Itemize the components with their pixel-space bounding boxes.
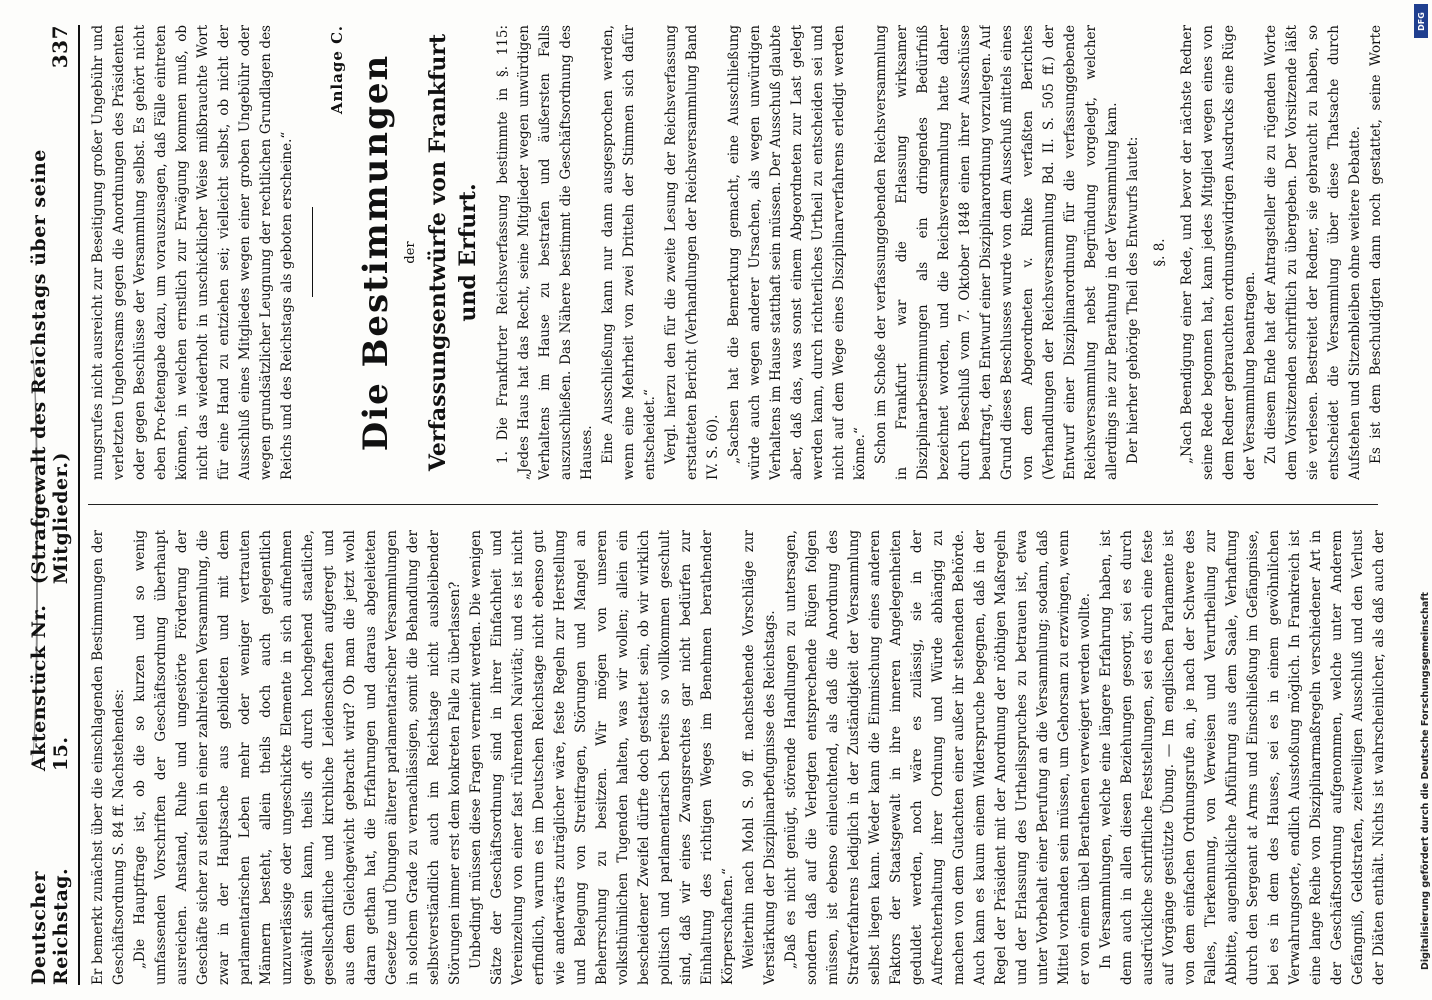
header-left: Deutscher Reichstag. [28, 867, 72, 985]
credit-text: Digitalisierung gefördert durch die Deutsche Forschungsgemeinschaft [1420, 592, 1431, 970]
appendix-label: Anlage C. [328, 25, 346, 115]
paragraph: Er bemerkt zunächst über die einschlagenden Bestimmungen der Geschäftsordnung S. 84 ff. Nachstehendes: [90, 530, 127, 985]
page-number: 337 [48, 25, 72, 69]
paragraph: „Nach Beendigung einer Rede, und bevor der nächste Redner seine Rede begonnen hat, kann jedes Mitglied wegen eines von dem Redner gebrauchten ordnungswidrigen Ausdrucks eine Rüge der Versammlung beantragen. [1179, 25, 1258, 480]
paragraph: nungsrufes nicht ausreicht zur Beseitigung großer Ungebühr und verletzten Ungehorsams gegen die Anordnungen des Präsidenten oder gegen Beschlüsse der Versammlung selbst. Es gehört nicht eben Pro-fetengabe dazu, um vorauszusagen, daß Fälle eintreten können, in welchen ernstlich zur Erwägung kommen muß, ob nicht das wiederholt in unschicklicher Weise mißbrauchte Wort für eine Hand zu entziehen sei; vielleicht selbst, ob nicht der Ausschluß eines Mitgliedes wegen einer groben Ungebühr oder wegen grundsätzlicher Leugnung der rechtlichen Grundlagen des Reichs und des Reichstags als geboten erscheine.“ [90, 25, 295, 480]
paragraph: Unbedingt müssen diese Fragen verneint werden. Die wenigen Sätze der Geschäftsordnung sind in ihrer Einfachheit und Vereinzelung von einer fast rührenden Naivität; und es ist nicht erfindlich, warum es im Deutschen Reichstage nicht ebenso gut wie anderwärts zuträglicher wäre, feste Regeln zur Herstellung und Belegung von Streitfragen, Störungen und Mangel an Beherrschung zu besitzen. Wir mögen von unseren volksthümlichen Tugenden halten, was wir wollen; allein ein bescheidener Zweifel dürfte doch gestattet sein, ob wir wirklich politisch und parlamentarisch bereits so vollkommen geschult sind, daß wir eines Zwangsrechtes gar nicht bedürfen zur Einhaltung des richtigen Weges im Benehmen berathender Körperschaften.“ [468, 530, 736, 985]
right-column [88, 25, 1388, 480]
separator-rule [312, 208, 313, 298]
section-subtitle: Verfassungsentwürfe von Frankfurt und Erfurt. [425, 33, 481, 472]
paragraph: 1. Die Frankfurter Reichsverfassung bestimmte in §. 115: „Jedes Haus hat das Recht, seine Mitglieder wegen unwürdigen Verhaltens im Hause zu bestrafen und äußersten Falls auszuschließen. Das Nähere bestimmt die Geschäftsordnung des Hauses. [495, 25, 595, 480]
rotated-page-content [20, 25, 1400, 985]
side-credit [1406, 30, 1431, 1000]
paragraph: Weiterhin nach Mohl S. 90 ff. nachstehende Vorschläge zur Verstärkung der Disziplinarbefugnisse des Reichstags. [741, 530, 778, 985]
header-middle: Aktenstück Nr. 15. [28, 604, 72, 772]
paragraph: Es ist dem Beschuldigten dann noch gestattet, seine Worte [1368, 25, 1384, 464]
section-mark: §. 8. [1152, 238, 1168, 267]
paragraph: Der hierher gehörige Theil des Entwurfs lautet: [1125, 136, 1141, 464]
paragraph: In Versammlungen, welche eine längere Erfahrung haben, ist denn auch in allen diesen Beziehungen gesorgt, sei es durch ausdrückliche schriftliche Feststellungen, sei es durch eine feste auf Vorgänge gestützte Übung. — Im englischen Parlamente ist von dem einfachen Ordnungsrufe an, je nach der Schwere des Falles, Tierkennung, von Verweisen und Verurtheilung zur Abbitte, augenblickliche Abführung aus dem Saale, Verhaftung durch den Sergeant at Arms und Einschließung im Gefängnisse, bei es in dem des Hauses, sei es in einem gewöhnlichen Verwahrungsorte, endlich Ausstoßung möglich. In Frankreich ist eine lange Reihe von Disziplinarmaßregeln verschiedener Art in der Geschäftsordnung aufgenommen, welche unter Anderem Gefängniß, Geldstrafen, zeitweiligen Ausschluß und den Verlust der Diäten enthält. Nichts ist wahrscheinlicher, als daß auch der [1098, 530, 1387, 985]
paragraph: „Daß es nicht genügt, störende Handlungen zu untersagen, sondern daß auf die Verlegten entsprechende Rügen folgen müssen, ist ebenso einleuchtend, als daß die Anordnung des Strafverfahrens lediglich in der Zuständigkeit der Versammlung selbst liegen kann. Weder kann die Einmischung eines anderen Faktors der Staatsgewalt in ihre inneren Angelegenheiten geduldet werden, noch wäre es zulässig, sie in der Aufrechterhaltung ihrer Ordnung und Würde abhängig zu machen von dem Gutachten einer außer ihr stehenden Behörde. Auch kann es kaum einem Widerspruche begegnen, daß in der Regel der Präsident mit der Anordnung der nöthigen Maßregeln und der Erlassung des Urtheilsspruches zu betrauen ist, etwa unter Vorbehalt einer Berufung an die Versammlung; sodann, daß Mittel vorhanden sein müssen, um Gehorsam zu erzwingen, wenn er von einem übel Berathenen verweigert werden wollte. [783, 530, 1093, 985]
page-header [20, 25, 80, 985]
section-title: Die Bestimmungen [356, 53, 396, 452]
column-divider [88, 504, 1378, 505]
paragraph: Vergl. hierzu den für die zweite Lesung der Reichsverfassung erstatteten Bericht (Verhandlungen der Reichsversammlung Band IV. S. 60). [663, 25, 721, 480]
title-connector: der [403, 241, 418, 264]
paragraph: Zu diesem Ende hat der Antragsteller die zu rügenden Worte dem Vorsitzenden schriftlich zu übergeben. Der Vorsitzende läßt sie verlesen. Bestreitet der Redner, sie gebraucht zu haben, so entscheidet die Versammlung über diese Thatsache durch Aufstehen und Sitzenbleiben ohne weitere Debatte. [1263, 25, 1363, 480]
paragraph: „Sachsen hat die Bemerkung gemacht, eine Ausschließung würde auch wegen anderer Ursachen, als wegen unwürdigen Verhaltens im Hause statthaft sein müssen. Der Ausschuß glaubte aber, daß das, was sonst einem Abgeordneten zur Last gelegt werden kann, durch richterliches Urtheil zu entscheiden sei und nicht auf dem Wege eines Disziplinarverfahrens erledigt werden könne.“ [726, 25, 868, 480]
paragraph: Schon im Schoße der verfassunggebenden Reichsversammlung in Frankfurt war die Erlassung wirksamer Disziplinarbestimmungen als ein dringendes Bedürfniß bezeichnet worden, und die Reichsversammlung hatte daher durch Beschluß vom 7. Oktober 1848 einen ihrer Ausschüsse beauftragt, den Entwurf einer Disziplinarordnung vorzulegen. Auf Grund dieses Beschlusses wurde von dem Ausschuß mittels eines von dem Abgeordneten v. Rinke verfaßten Berichtes (Verhandlungen der Reichsversammlung Bd. II. S. 505 ff.) der Entwurf einer Disziplinarordnung für die verfassunggebende Reichsversammlung nebst Begründung vorgelegt, welcher allerdings nie zur Berathung in der Versammlung kam. [873, 25, 1120, 480]
dfg-logo: DFG [1414, 4, 1428, 38]
header-right: (Strafgewalt des Reichstags über seine Mitglieder.) [28, 149, 72, 585]
paragraph: „Die Hauptfrage ist, ob die so kurzen und so wenig umfassenden Vorschriften der Geschäftsordnung überhaupt ausreichen. Anstand, Ruhe und ungestörte Förderung der Geschäfte sicher zu stellen in einer zahlreichen Versammlung, die zwar in der Hauptsache aus gebildeten und mit dem parlamentarischen Leben mehr oder weniger vertrauten Männern besteht, allein theils doch auch gelegentlich unzuverlässige oder ungeschickte Elemente in sich aufnehmen gewählt sein kann, theils oft durch hochgehend staatliche, gesellschaftliche und kirchliche Leidenschaften aufgeregt und aus dem Gleichgewicht gebracht wird? Ob man die jetzt wohl daran gethan hat, die Erfahrungen und daraus abgeleiteten Gesetze und Übungen älterer parlamentarischer Versammlungen in solchem Grade zu vernachlässigen, somit die Behandlung der selbstverständlich auch im Reichstage nicht ausbleibender Störungen immer erst dem konkreten Falle zu überlassen? [132, 530, 463, 985]
left-column [88, 530, 1388, 985]
paragraph: Eine Ausschließung kann nur dann ausgesprochen werden, wenn eine Mehrheit von zwei Dritteln der Stimmen sich dafür entscheidet.“ [600, 25, 658, 480]
